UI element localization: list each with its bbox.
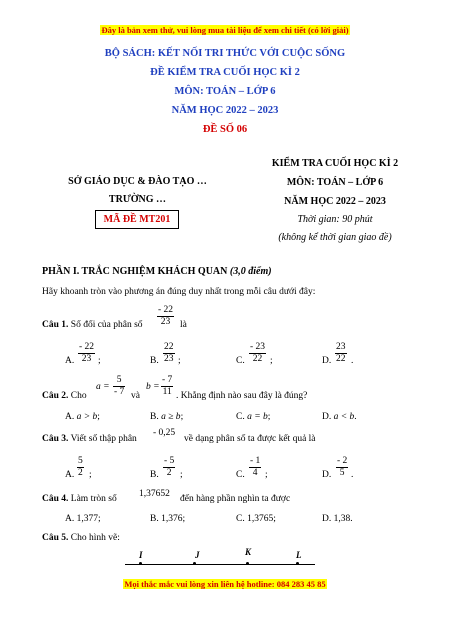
q4-text-after: đến hàng phần nghìn ta được xyxy=(180,494,291,504)
preview-banner: Đây là bản xem thử, vui lòng mua tài liệu để xem chi tiết (có lời giải) xyxy=(101,25,349,35)
q3-option-a-fraction: $\frac{5}{2}$ xyxy=(78,456,83,478)
q5-point-j xyxy=(193,562,196,565)
q4-option-c[interactable]: C. 1,3765; xyxy=(236,514,276,524)
q3-text-before: Viết số thập phân xyxy=(70,434,137,444)
q3-option-d-end: . xyxy=(351,470,354,480)
q3-decimal: - 0,25 xyxy=(153,428,176,438)
q3-option-c-end: ; xyxy=(265,470,268,480)
q2-a-var: a = xyxy=(96,382,110,392)
q1-option-d-end: . xyxy=(351,356,354,366)
q2-label: Câu 2. xyxy=(42,391,69,401)
part1-instruction: Hãy khoanh tròn vào phương án đúng duy nhất trong mỗi câu dưới đây: xyxy=(42,287,316,297)
exam-number: ĐỀ SỐ 06 xyxy=(202,124,248,135)
q4-option-d[interactable]: D. 1,38. xyxy=(322,514,353,524)
q2-a-fraction: $\frac{5}{- 7}$ xyxy=(114,375,125,397)
q1-option-c-fraction: $\frac{- 23}{22}$ xyxy=(250,342,266,364)
part1-points: (3,0 điểm) xyxy=(229,266,272,277)
q1-option-d-letter[interactable]: D. xyxy=(322,356,332,366)
q1-option-c-end: ; xyxy=(270,356,273,366)
q3-option-c-fraction: $\frac{- 1}{4}$ xyxy=(250,456,261,478)
year-title: NĂM HỌC 2022 – 2023 xyxy=(171,105,279,116)
q1-option-a-letter[interactable]: A. xyxy=(65,356,75,366)
q5-point-i xyxy=(139,562,142,565)
q3-option-a-letter[interactable]: A. xyxy=(65,470,75,480)
q3-option-c-letter[interactable]: C. xyxy=(236,470,245,480)
q3-option-b-fraction: $\frac{- 5}{2}$ xyxy=(164,456,175,478)
q4-option-a[interactable]: A. 1,377; xyxy=(65,514,101,524)
q4-option-b[interactable]: B. 1,376; xyxy=(150,514,186,524)
q5-point-l xyxy=(296,562,299,565)
q4-label: Câu 4. xyxy=(42,494,69,504)
exam-time: Thời gian: 90 phút xyxy=(297,214,373,225)
exam-code-box: MÃ ĐỀ MT201 xyxy=(95,210,179,229)
school-name: TRƯỜNG … xyxy=(108,194,167,205)
q1-option-d-fraction: $\frac{23}{22}$ xyxy=(336,342,346,364)
q4-value: 1,37652 xyxy=(139,489,170,499)
exam-note: (không kể thời gian giao đề) xyxy=(278,232,392,243)
q1-option-b-letter[interactable]: B. xyxy=(150,356,159,366)
q3-label: Câu 3. xyxy=(42,434,69,444)
q1-text: Số đối của phân số xyxy=(70,320,143,330)
q5-label: Câu 5. xyxy=(42,533,69,543)
q1-option-a-end: ; xyxy=(98,356,101,366)
q1-option-b-end: ; xyxy=(178,356,181,366)
q2-option-a[interactable]: A. a > b; xyxy=(65,412,100,422)
q3-option-b-end: ; xyxy=(180,470,183,480)
q2-b-var: b = xyxy=(146,382,160,392)
q5-point-k-label: K xyxy=(245,547,252,557)
q5-point-l-label: L xyxy=(296,550,302,560)
q5-point-i-label: I xyxy=(139,550,143,560)
q2-option-d[interactable]: D. a < b. xyxy=(322,412,357,422)
q5-stem xyxy=(42,533,120,543)
q5-text: Cho hình vẽ: xyxy=(70,533,120,543)
q1-text-after: là xyxy=(180,320,187,330)
exam-title: ĐỀ KIỂM TRA CUỐI HỌC KÌ 2 xyxy=(150,67,300,78)
q3-option-d-letter[interactable]: D. xyxy=(322,470,332,480)
q2-b-fraction: $\frac{- 7}{11}$ xyxy=(162,375,173,397)
part1-heading xyxy=(42,266,272,277)
q3-text-after: về dạng phân số ta được kết quả là xyxy=(184,434,316,444)
q1-label: Câu 1. xyxy=(42,320,69,330)
q2-option-b[interactable]: B. a ≥ b; xyxy=(150,412,184,422)
q3-stem xyxy=(42,434,137,444)
q2-text-before: Cho xyxy=(70,391,87,401)
q1-option-a-fraction: $\frac{- 22}{23}$ xyxy=(79,342,95,364)
subject-title: MÔN: TOÁN – LỚP 6 xyxy=(174,86,276,97)
q3-option-a-end: ; xyxy=(89,470,92,480)
q2-text-after: . Khẳng định nào sau đây là đúng? xyxy=(176,391,308,401)
right-subject: MÔN: TOÁN – LỚP 6 xyxy=(286,177,384,188)
q5-point-j-label: J xyxy=(195,550,200,560)
q1-fraction: $\frac{- 22}{23}$ xyxy=(158,305,174,327)
q4-stem xyxy=(42,494,117,504)
q1-stem-label xyxy=(42,320,143,330)
q5-point-k xyxy=(246,562,249,565)
q2-and: và xyxy=(131,391,140,401)
q5-line xyxy=(125,564,315,565)
q3-option-b-letter[interactable]: B. xyxy=(150,470,159,480)
q3-option-d-fraction: $\frac{- 2}{5}$ xyxy=(337,456,348,478)
department-name: SỞ GIÁO DỤC & ĐÀO TẠO … xyxy=(68,176,207,187)
right-exam-title: KIỂM TRA CUỐI HỌC KÌ 2 xyxy=(271,158,399,169)
q4-text-before: Làm tròn số xyxy=(70,494,117,504)
q1-option-c-letter[interactable]: C. xyxy=(236,356,245,366)
book-title: BỘ SÁCH: KẾT NỐI TRI THỨC VỚI CUỘC SỐNG xyxy=(104,48,346,59)
q1-option-b-fraction: $\frac{22}{23}$ xyxy=(164,342,174,364)
hotline-footer: Mọi thắc mắc vui lòng xin liên hệ hotline: 084 283 45 85 xyxy=(124,579,326,589)
right-year: NĂM HỌC 2022 – 2023 xyxy=(284,196,386,207)
part1-title: PHẦN I. TRẮC NGHIỆM KHÁCH QUAN xyxy=(42,266,228,277)
q2-option-c[interactable]: C. a = b; xyxy=(236,412,271,422)
q2-stem xyxy=(42,391,87,401)
